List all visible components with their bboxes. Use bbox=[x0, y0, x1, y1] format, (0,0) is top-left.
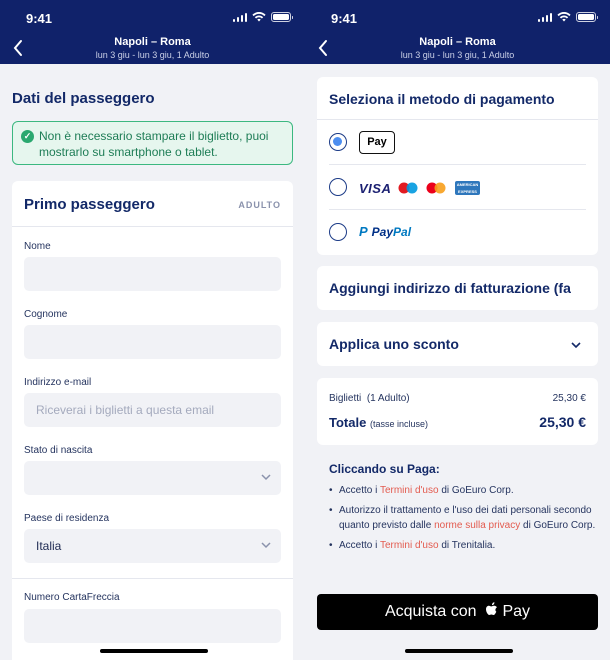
signal-icon bbox=[538, 12, 553, 22]
status-time: 9:41 bbox=[331, 11, 358, 26]
privacy-policy-link[interactable]: norme sulla privacy bbox=[434, 520, 521, 531]
top-bar bbox=[0, 0, 305, 64]
first-name-label: Nome bbox=[24, 241, 51, 252]
payment-option-paypal[interactable] bbox=[329, 211, 586, 255]
battery-icon bbox=[271, 12, 291, 22]
radio-cards[interactable] bbox=[329, 178, 347, 196]
terms-item: • Accetto i Termini d'uso di GoEuro Corp. bbox=[329, 483, 599, 498]
total-price: 25,30 € bbox=[539, 414, 586, 430]
terms-of-use-link[interactable]: Termini d'uso bbox=[379, 485, 439, 496]
payment-option-applepay[interactable] bbox=[329, 121, 586, 165]
home-indicator bbox=[100, 649, 208, 653]
chevron-down-icon bbox=[571, 342, 581, 349]
trip-subtitle: lun 3 giu - lun 3 giu, 1 Adulto bbox=[400, 50, 515, 60]
home-indicator bbox=[405, 649, 513, 653]
battery-icon bbox=[576, 12, 596, 22]
route-title: Napoli – Roma bbox=[419, 36, 496, 48]
amex-logo: AMERICAN EXPRESS bbox=[456, 182, 479, 194]
info-notice bbox=[12, 121, 293, 165]
billing-title: Aggiungi indirizzo di fatturazione (fa bbox=[329, 280, 571, 296]
payment-divider bbox=[317, 119, 598, 120]
signal-icon bbox=[233, 12, 248, 22]
birth-country-select[interactable] bbox=[24, 461, 281, 495]
price-summary-card bbox=[317, 378, 598, 445]
status-icons bbox=[538, 12, 597, 22]
terms-item: • Accetto i Termini d'uso di Trenitalia. bbox=[329, 538, 599, 553]
radio-paypal[interactable] bbox=[329, 223, 347, 241]
trip-subtitle: lun 3 giu - lun 3 giu, 1 Adulto bbox=[95, 50, 210, 60]
discount-title: Applica uno sconto bbox=[329, 336, 459, 352]
tickets-price: 25,30 € bbox=[552, 393, 586, 404]
top-bar bbox=[305, 0, 610, 64]
mastercard-logo-icon bbox=[425, 182, 447, 194]
maestro-logo-icon bbox=[397, 182, 419, 194]
section-title: Dati del passeggero bbox=[12, 90, 155, 107]
payment-screen bbox=[305, 0, 610, 660]
status-icons bbox=[233, 12, 292, 22]
payment-option-cards[interactable] bbox=[329, 166, 586, 210]
terms-item: • Autorizzo il trattamento e l'uso dei dati personali secondo quanto previsto dalle norme sulla privacy di GoEuro Corp. bbox=[329, 503, 599, 533]
field-divider bbox=[12, 578, 293, 579]
email-input[interactable] bbox=[24, 393, 281, 427]
buy-with-applepay-button[interactable]: Acquista con Pay bbox=[317, 594, 598, 630]
apple-logo-icon bbox=[485, 602, 498, 617]
visa-logo: VISA bbox=[359, 181, 392, 196]
passenger-type-tag: ADULTO bbox=[238, 200, 281, 210]
last-name-input[interactable] bbox=[24, 325, 281, 359]
terms-title: Cliccando su Paga: bbox=[329, 462, 440, 476]
paypal-logo: P PayPal bbox=[359, 224, 412, 239]
passenger-title: Primo passeggero bbox=[24, 196, 155, 213]
chevron-down-icon bbox=[261, 542, 271, 549]
loyalty-card-input[interactable] bbox=[24, 609, 281, 643]
last-name-label: Cognome bbox=[24, 309, 68, 320]
payment-method-card bbox=[317, 77, 598, 255]
notice-text: Non è necessario stampare il biglietto, puoi mostrarlo su smartphone o tablet. bbox=[39, 129, 269, 159]
email-placeholder: Riceverai i biglietti a questa email bbox=[36, 403, 215, 417]
wifi-icon bbox=[557, 12, 571, 22]
terms-list bbox=[329, 483, 599, 558]
trenitalia-terms-link[interactable]: Termini d'uso bbox=[379, 540, 439, 551]
loyalty-card-label: Numero CartaFreccia bbox=[24, 592, 120, 603]
residence-country-select[interactable] bbox=[24, 529, 281, 563]
birth-country-label: Stato di nascita bbox=[24, 445, 93, 456]
total-label: Totale (tasse incluse) bbox=[329, 415, 428, 430]
payment-title: Seleziona il metodo di pagamento bbox=[329, 91, 555, 107]
wifi-icon bbox=[252, 12, 266, 22]
radio-applepay[interactable] bbox=[329, 133, 347, 151]
chevron-down-icon bbox=[261, 474, 271, 481]
discount-card[interactable] bbox=[317, 322, 598, 366]
billing-address-card[interactable] bbox=[317, 266, 598, 310]
residence-country-value: Italia bbox=[36, 539, 62, 553]
check-circle-icon: ✓ bbox=[21, 130, 34, 143]
passenger-card bbox=[12, 181, 293, 660]
residence-country-label: Paese di residenza bbox=[24, 513, 110, 524]
paypal-p-icon: P bbox=[359, 224, 368, 239]
passenger-card-header bbox=[12, 181, 293, 227]
status-time: 9:41 bbox=[26, 11, 53, 26]
first-name-input[interactable] bbox=[24, 257, 281, 291]
email-label: Indirizzo e-mail bbox=[24, 377, 92, 388]
apple-pay-logo: Pay bbox=[359, 131, 395, 154]
tickets-label: Biglietti (1 Adulto) bbox=[329, 393, 410, 404]
route-title: Napoli – Roma bbox=[114, 36, 191, 48]
